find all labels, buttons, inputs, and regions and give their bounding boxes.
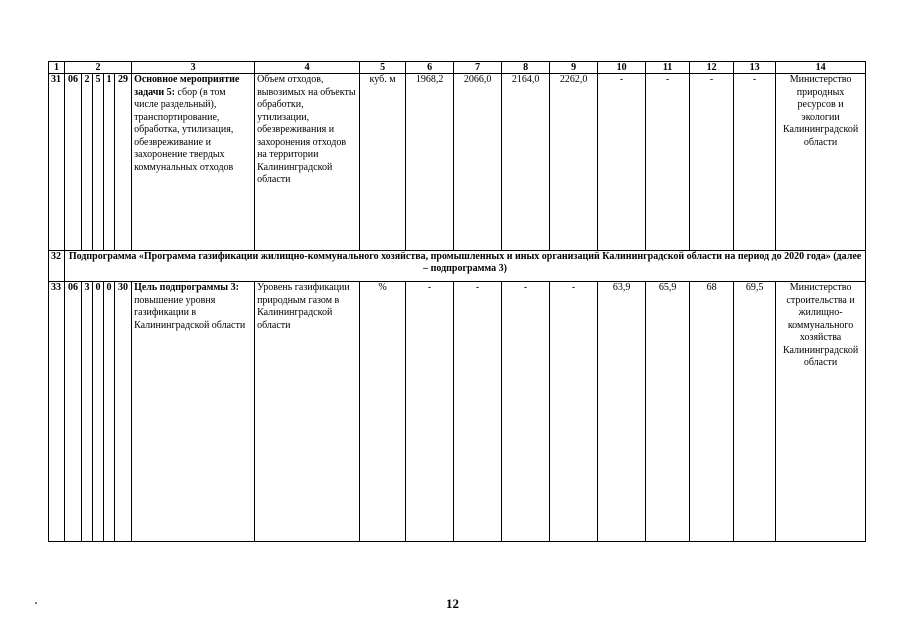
code-cell: 06	[65, 282, 82, 542]
measure-name-bold: Цель подпрограммы 3:	[134, 282, 239, 293]
header-cell: 11	[646, 62, 690, 74]
code-cell: 3	[82, 282, 93, 542]
value-cell: 69,5	[734, 282, 776, 542]
responsible-cell: Министерство строительства и жилищно-коммунального хозяйства Калининградской области	[776, 282, 866, 542]
table-row	[49, 282, 866, 542]
header-cell: 9	[550, 62, 598, 74]
value-cell: 63,9	[598, 282, 646, 542]
page-number: 12	[446, 596, 459, 611]
header-cell: 4	[255, 62, 360, 74]
code-cell: 06	[65, 74, 82, 251]
value-cell: -	[550, 282, 598, 542]
value-cell: -	[454, 282, 502, 542]
header-cell: 3	[132, 62, 255, 74]
row-number: 31	[49, 74, 65, 251]
header-row	[49, 62, 866, 74]
responsible-cell: Министерство природных ресурсов и экологии Калининградской области	[776, 74, 866, 251]
code-cell: 2	[82, 74, 93, 251]
unit-cell: куб. м	[360, 74, 406, 251]
header-cell: 6	[406, 62, 454, 74]
measure-name-text: сбор (в том числе раздельный), транспортирование, обработка, утилизация, обезвреживание и захоронение твердых коммунальных отходов	[134, 86, 234, 173]
measure-name-text: повышение уровня газификации в Калининградской области	[134, 294, 246, 331]
measure-name-cell	[132, 74, 255, 251]
value-cell: -	[734, 74, 776, 251]
header-cell: 8	[502, 62, 550, 74]
value-cell: -	[646, 74, 690, 251]
code-cell: 0	[104, 282, 115, 542]
code-cell: 1	[104, 74, 115, 251]
value-cell: 1968,2	[406, 74, 454, 251]
header-cell: 14	[776, 62, 866, 74]
indicator-cell: Уровень газификации природным газом в Калининградской области	[255, 282, 360, 542]
code-cell: 29	[115, 74, 132, 251]
value-cell: 68	[690, 282, 734, 542]
subprogram-row	[49, 251, 866, 282]
header-cell: 2	[65, 62, 132, 74]
header-cell: 10	[598, 62, 646, 74]
measure-name-bold: Основное мероприятие задачи 5:	[134, 74, 240, 98]
row-number: 32	[49, 251, 65, 282]
code-cell: 0	[93, 282, 104, 542]
indicator-cell: Объем отходов, вывозимых на объекты обработки, утилизации, обезвреживания и захоронения отходов на территории Калининградской области	[255, 74, 360, 251]
indicators-table	[48, 61, 866, 542]
table-row	[49, 74, 866, 251]
header-cell: 12	[690, 62, 734, 74]
value-cell: -	[690, 74, 734, 251]
code-cell: 30	[115, 282, 132, 542]
value-cell: 2164,0	[502, 74, 550, 251]
value-cell: 2066,0	[454, 74, 502, 251]
value-cell: -	[598, 74, 646, 251]
value-cell: -	[406, 282, 454, 542]
header-cell: 5	[360, 62, 406, 74]
header-cell: 1	[49, 62, 65, 74]
value-cell: 2262,0	[550, 74, 598, 251]
unit-cell: %	[360, 282, 406, 542]
row-number: 33	[49, 282, 65, 542]
subprogram-title: Подпрограмма «Программа газификации жилищно-коммунального хозяйства, промышленных и иных организаций Калининградской области на период до 2020 года» (далее – подпрограмма 3)	[65, 251, 866, 282]
header-cell: 13	[734, 62, 776, 74]
code-cell: 5	[93, 74, 104, 251]
value-cell: 65,9	[646, 282, 690, 542]
measure-name-cell	[132, 282, 255, 542]
value-cell: -	[502, 282, 550, 542]
header-cell: 7	[454, 62, 502, 74]
